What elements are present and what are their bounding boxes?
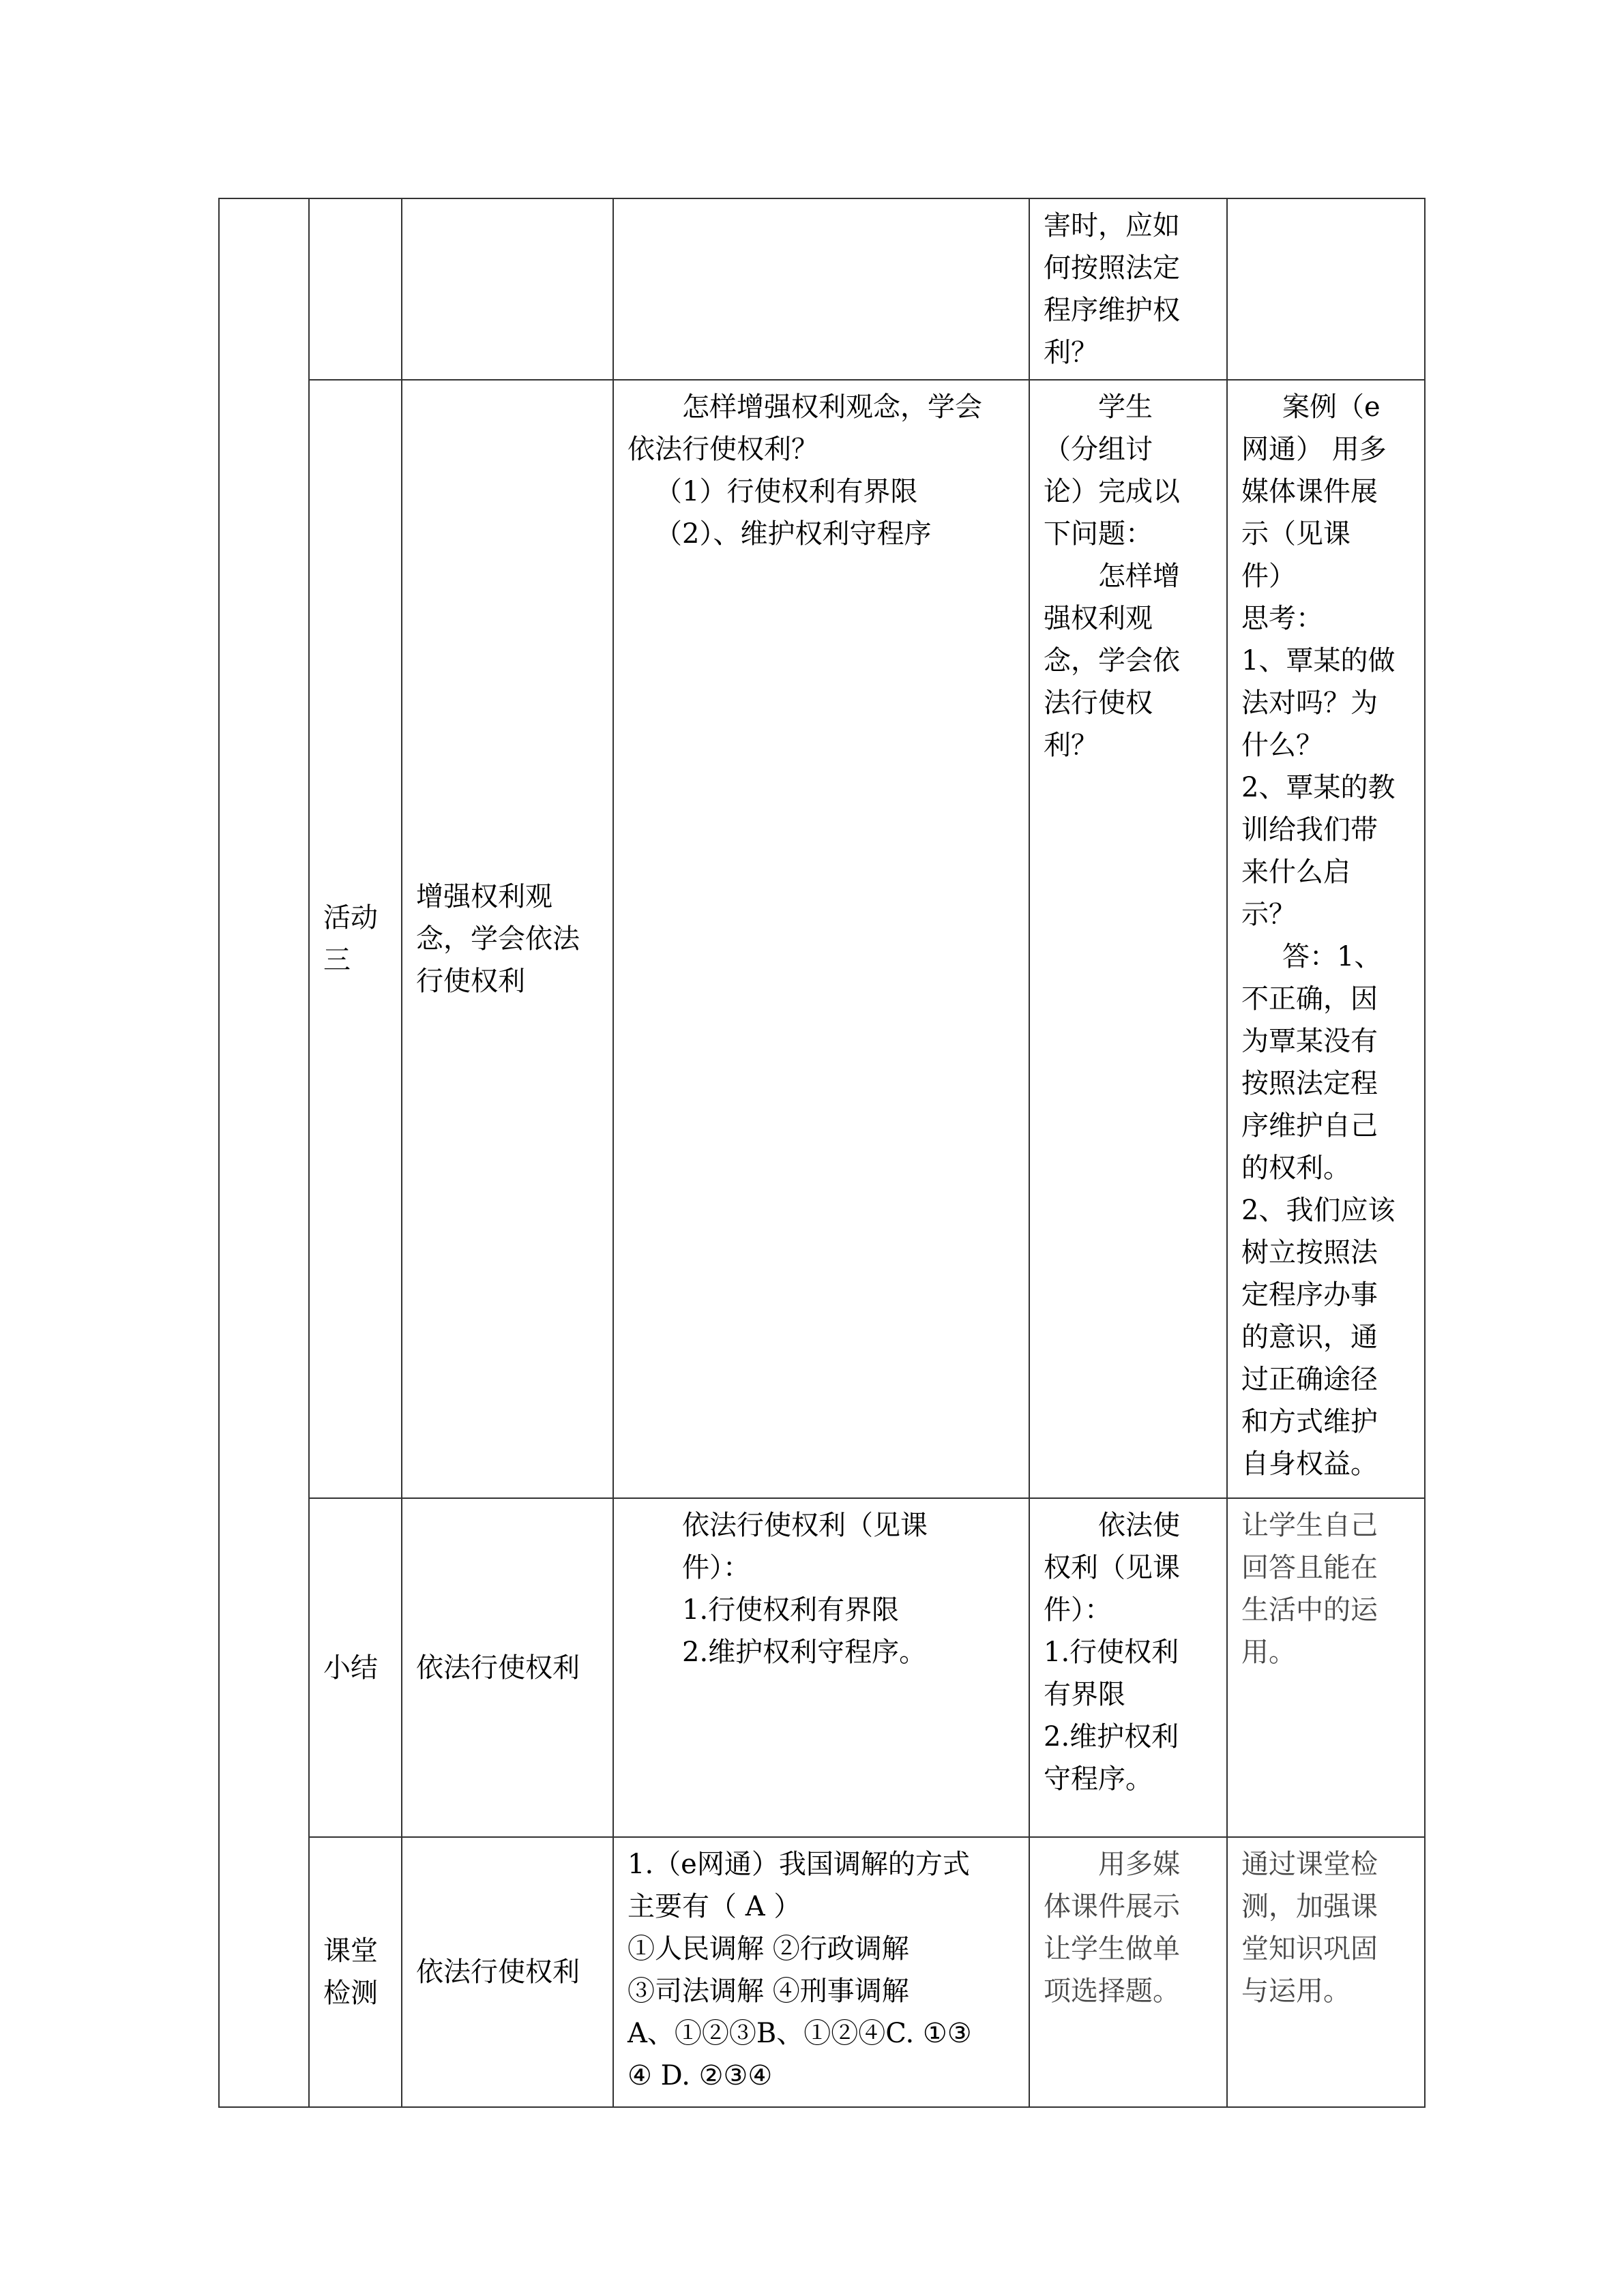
content-cell (613, 1837, 1029, 2107)
notes-line: 通过课堂检 (1241, 1849, 1378, 1880)
activity-label: 小结 (323, 1652, 378, 1684)
student-activity-cell (1029, 1837, 1227, 2107)
activity-cell (309, 198, 402, 380)
table-row (219, 1837, 1425, 2107)
notes-line: 为覃某没有 (1241, 1026, 1378, 1057)
notes-cell (1227, 1837, 1425, 2107)
student-line: 守程序。 (1044, 1763, 1153, 1795)
topic-label: 依法行使权利 (416, 1652, 580, 1684)
content-line: （2）、维护权利守程序 (655, 518, 932, 550)
student-line: 有界限 (1044, 1679, 1125, 1710)
notes-line: 网通） 用多 (1241, 434, 1387, 465)
activity-cell (309, 1837, 402, 2107)
notes-line: 过正确途径 (1241, 1364, 1378, 1395)
notes-line: 不正确，因 (1241, 983, 1378, 1015)
student-line: 1.行使权利 (1044, 1637, 1179, 1668)
student-line: 权利（见课 (1044, 1552, 1180, 1583)
student-line: 法行使权 (1044, 687, 1153, 719)
student-line: 2.维护权利 (1044, 1721, 1179, 1753)
lesson-plan-table (218, 198, 1426, 2108)
student-line: 件）： (1044, 1594, 1112, 1626)
notes-line: 的意识，通 (1241, 1322, 1378, 1353)
notes-line: 2、覃某的教 (1241, 772, 1396, 803)
content-line: 2.维护权利守程序。 (682, 1637, 927, 1668)
topic-label: 增强权利观念，学会依法行使权利 (416, 881, 580, 997)
topic-cell (402, 1837, 613, 2107)
content-line: ④ D. ②③④ (628, 2060, 773, 2091)
table-row (219, 380, 1425, 1498)
content-line: A、①②③B、①②④C. ①③ (628, 2018, 972, 2049)
notes-line: 按照法定程 (1241, 1068, 1378, 1099)
notes-line: 法对吗？为 (1241, 687, 1378, 719)
content-cell (613, 380, 1029, 1498)
notes-line: 训给我们带 (1241, 814, 1378, 846)
notes-line: 与运用。 (1241, 1976, 1350, 2007)
notes-line: 自身权益。 (1241, 1448, 1378, 1480)
notes-line: 生活中的运 (1241, 1594, 1378, 1626)
activity-label: 课堂检测 (323, 1935, 378, 2009)
content-line: 怎样增强权利观念，学会 (682, 391, 982, 423)
notes-line: 答：1、 (1282, 941, 1382, 972)
student-line: 害时，应如 (1044, 210, 1180, 241)
topic-label: 依法行使权利 (416, 1956, 580, 1988)
notes-line: 什么？ (1241, 730, 1323, 761)
student-line: 念，学会依 (1044, 645, 1180, 676)
content-line: （1）行使权利有界限 (655, 476, 918, 507)
topic-cell (402, 1498, 613, 1837)
content-line: 1.行使权利有界限 (682, 1594, 900, 1626)
table-row (219, 1498, 1425, 1837)
notes-line: 案例（e (1282, 391, 1381, 423)
content-cell (613, 1498, 1029, 1837)
content-line: 件）： (682, 1552, 750, 1583)
notes-line: 树立按照法 (1241, 1237, 1378, 1268)
outer-left-cell (219, 198, 309, 2107)
notes-line: 示（见课 (1241, 518, 1350, 550)
notes-line: 和方式维护 (1241, 1406, 1378, 1437)
student-line: 何按照法定 (1044, 252, 1180, 284)
student-line: 论）完成以 (1044, 476, 1180, 507)
notes-line: 示？ (1241, 899, 1296, 930)
student-line: 怎样增 (1098, 561, 1180, 592)
notes-line: 的权利。 (1241, 1152, 1350, 1184)
notes-line: 思考： (1241, 603, 1323, 634)
notes-line: 来什么启 (1241, 856, 1350, 888)
notes-line: 让学生自己 (1241, 1510, 1378, 1541)
student-line: 强权利观 (1044, 603, 1153, 634)
student-line: 利？ (1044, 730, 1098, 761)
notes-cell (1227, 1498, 1425, 1837)
notes-line: 测，加强课 (1241, 1891, 1378, 1922)
student-line: 让学生做单 (1044, 1933, 1180, 1965)
content-line: ①人民调解 ②行政调解 (628, 1933, 909, 1965)
notes-line: 回答且能在 (1241, 1552, 1378, 1583)
student-activity-cell (1029, 1498, 1227, 1837)
student-line: 用多媒 (1098, 1849, 1180, 1880)
activity-cell (309, 1498, 402, 1837)
notes-line: 用。 (1241, 1637, 1296, 1668)
table-row (219, 198, 1425, 380)
student-line: 下问题： (1044, 518, 1153, 550)
content-line: 依法行使权利？ (628, 434, 818, 465)
content-cell (613, 198, 1029, 380)
student-line: 程序维护权 (1044, 295, 1180, 326)
student-activity-cell (1029, 198, 1227, 380)
topic-cell (402, 198, 613, 380)
notes-line: 2、我们应该 (1241, 1195, 1396, 1226)
content-line: 依法行使权利（见课 (682, 1510, 928, 1541)
content-line: ③司法调解 ④刑事调解 (628, 1976, 909, 2007)
student-line: 项选择题。 (1044, 1976, 1180, 2007)
student-line: （分组讨 (1044, 434, 1153, 465)
content-line: 主要有（ A ） (628, 1891, 801, 1922)
student-activity-cell (1029, 380, 1227, 1498)
student-line: 体课件展示 (1044, 1891, 1180, 1922)
notes-cell (1227, 380, 1425, 1498)
activity-label: 活动三 (323, 902, 378, 976)
notes-line: 1、覃某的做 (1241, 645, 1396, 676)
notes-cell (1227, 198, 1425, 380)
student-line: 依法使 (1098, 1510, 1180, 1541)
notes-line: 序维护自己 (1241, 1110, 1378, 1142)
notes-line: 定程序办事 (1241, 1279, 1378, 1311)
student-line: 利？ (1044, 337, 1098, 368)
activity-cell (309, 380, 402, 1498)
content-line: 1.（e网通）我国调解的方式 (628, 1849, 970, 1880)
notes-line: 堂知识巩固 (1241, 1933, 1378, 1965)
topic-cell (402, 380, 613, 1498)
student-line: 学生 (1098, 391, 1153, 423)
notes-line: 件） (1241, 561, 1296, 592)
notes-line: 媒体课件展 (1241, 476, 1378, 507)
